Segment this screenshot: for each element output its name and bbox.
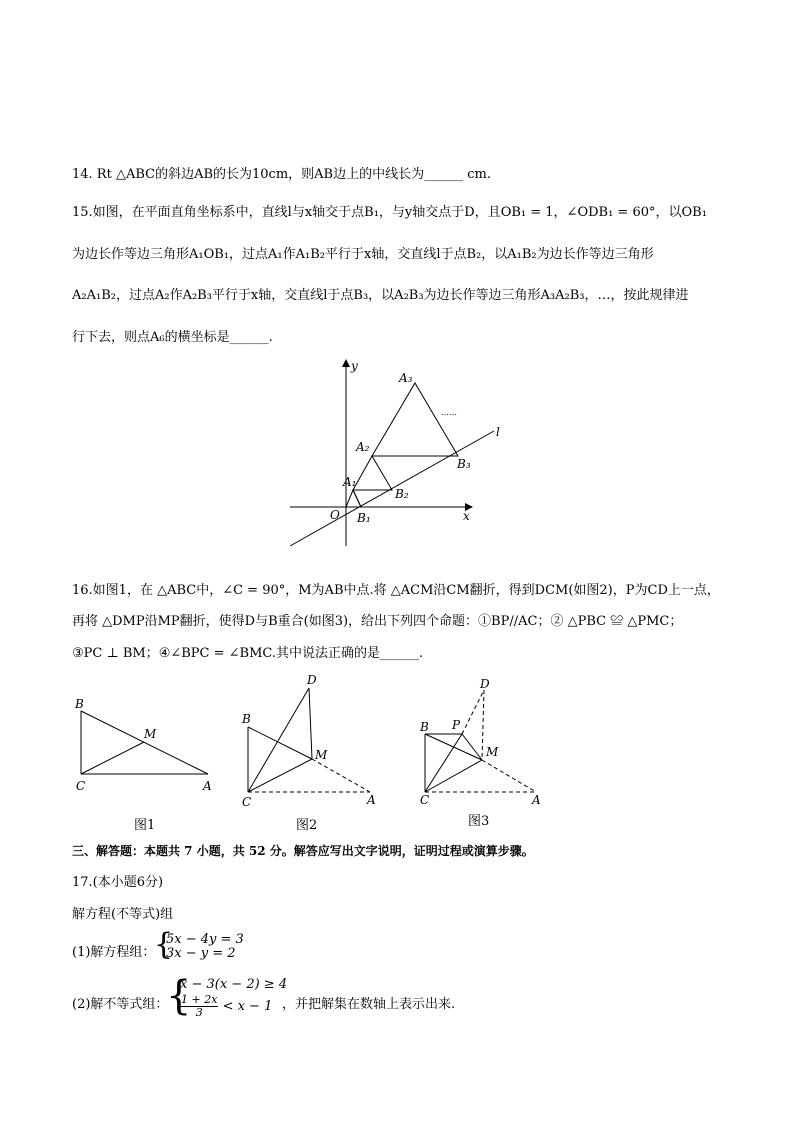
fig3-label-D: D: [480, 677, 490, 691]
section-3-heading: 三、解答题：本题共 7 小题，共 52 分。解答应写出文字说明，证明过程或演算步骤。: [72, 844, 534, 858]
fig3-caption: 图3: [468, 814, 490, 829]
label-x: x: [463, 509, 470, 523]
fig2-label-B: B: [242, 712, 251, 726]
question-14: 14. Rt △ABC的斜边AB的长为10cm，则AB边上的中线长为______ cm.: [72, 167, 491, 182]
q17-part2-eq2: [180, 994, 272, 1019]
fig3-label-P: P: [452, 718, 461, 732]
q17-part2-brace: {: [166, 973, 192, 1019]
q17-part2-label: (2)解不等式组：: [72, 997, 169, 1012]
question-16-line-3: ③PC ⊥ BM；④∠BPC = ∠BMC.其中说法正确的是______.: [72, 646, 424, 661]
q17-part1-label: (1)解方程组：: [72, 945, 156, 960]
fig3-label-M: M: [486, 745, 499, 759]
fig2-label-A: A: [367, 793, 376, 807]
fig3-label-C: C: [420, 793, 430, 807]
fig2-label-D: D: [307, 673, 317, 687]
fig1-label-B: B: [75, 697, 84, 711]
q17-part1-brace: {: [154, 927, 174, 962]
fig2-label-M: M: [315, 748, 328, 762]
question-16-line-1: 16.如图1，在 △ABC中，∠C = 90°，M为AB中点.将 △ACM沿CM翻折，得到DCM(如图2)，P为CD上一点，: [72, 583, 720, 598]
label-O: O: [330, 508, 340, 522]
fig2-caption: 图2: [296, 818, 318, 833]
label-B3: B₃: [457, 457, 471, 471]
fig1-label-A: A: [203, 779, 212, 793]
question-15-line-1: 15.如图，在平面直角坐标系中，直线l与x轴交于点B₁，与y轴交点于D，且OB₁ = 1，∠ODB₁ = 60°，以OB₁: [72, 205, 707, 220]
q17-part2-eq2-rest: < x − 1: [222, 999, 273, 1014]
label-A1: A₁: [343, 475, 357, 489]
figure-16-1: [74, 697, 212, 793]
question-15-line-2: 为边长作等边三角形A₁OB₁，过点A₁作A₁B₂平行于x轴，交直线l于点B₂，以A₁B₂为边长作等边三角形: [72, 247, 654, 262]
q17-part1-eq1: 5x − 4y = 3: [166, 932, 244, 947]
label-A3: A₃: [399, 371, 413, 385]
label-l: l: [496, 425, 500, 439]
question-15-line-4: 行下去，则点A₆的横坐标是______.: [72, 330, 273, 345]
q17-part2-fraction: $\frac{1 + 2x}{3}$: [181, 993, 218, 1019]
figure-16-2: [241, 673, 376, 809]
question-17-subtitle: 解方程(不等式)组: [72, 907, 174, 922]
fig3-label-B: B: [420, 720, 429, 734]
fig3-label-A: A: [532, 793, 541, 807]
label-A2: A₂: [356, 440, 370, 454]
question-17-title: 17.(本小题6分): [72, 875, 164, 890]
question-16-line-2: 再将 △DMP沿MP翻折，使得D与B重合(如图3)，给出下列四个命题：①BP//AC；② △PBC ≌ △PMC；: [72, 614, 683, 629]
fig1-label-C: C: [76, 779, 86, 793]
label-dots: ……: [441, 408, 457, 417]
label-B2: B₂: [395, 487, 409, 501]
question-15-line-3: A₂A₁B₂，过点A₂作A₂B₃平行于x轴，交直线l于点B₃，以A₂B₃为边长作等边三角形A₃A₂B₃，…，按此规律进: [72, 288, 689, 303]
fig1-label-M: M: [144, 727, 157, 741]
q17-part2-eq1: x − 3(x − 2) ≥ 4: [180, 977, 288, 992]
figure-16-3: [419, 677, 541, 807]
fig2-label-C: C: [242, 795, 252, 809]
q17-part1-eq2: 3x − y = 2: [166, 946, 236, 961]
fig1-caption: 图1: [134, 818, 156, 833]
q17-part2-tail: ，并把解集在数轴上表示出来.: [282, 997, 456, 1012]
label-B1: B₁: [357, 511, 371, 525]
label-y: y: [351, 359, 358, 373]
